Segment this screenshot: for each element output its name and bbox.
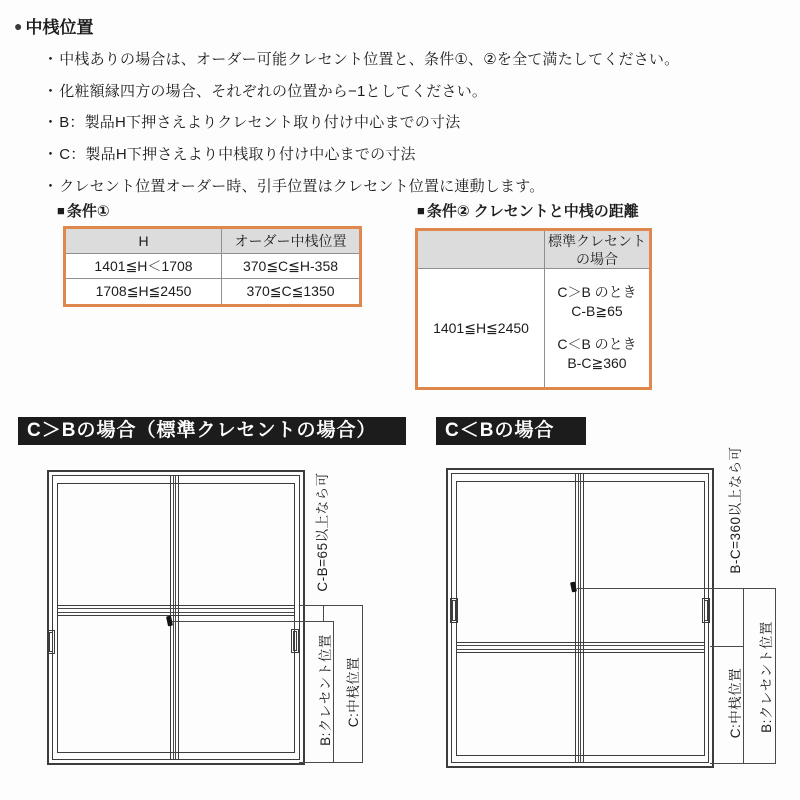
stile-line bbox=[173, 476, 174, 759]
dim-label-b-position: B:クレセント位置 bbox=[318, 634, 333, 746]
condition2-title bbox=[417, 200, 639, 221]
dim-line-b bbox=[775, 588, 776, 764]
condition2-header-blank bbox=[418, 231, 545, 269]
case2-when: C＜B のとき bbox=[557, 336, 637, 352]
dim-label-cb-condition: C-B=65以上なら可 bbox=[315, 472, 330, 592]
dim-line-c bbox=[362, 605, 363, 763]
case1-when: C＞B のとき bbox=[557, 284, 637, 300]
condition2-header-line1: 標準クレセント bbox=[548, 232, 646, 249]
pull-handle-inner bbox=[293, 631, 297, 651]
note-text: 中桟ありの場合は、オーダー可能クレセント位置と、条件①、②を全て満たしてください。 bbox=[59, 51, 680, 68]
rail-line bbox=[456, 645, 705, 646]
condition1-row1-order: 370≦C≦H-358 bbox=[222, 254, 359, 279]
stile-line bbox=[578, 474, 579, 762]
dim-label-c-position: C:中桟位置 bbox=[346, 656, 361, 728]
condition1-row2-h: 1708≦H≦2450 bbox=[66, 279, 222, 304]
diagram-right-title-bar: C＜Bの場合 bbox=[436, 417, 586, 445]
rail-line bbox=[57, 612, 295, 613]
dim-label-c-position: C:中桟位置 bbox=[728, 667, 743, 739]
pull-handle-inner bbox=[452, 600, 456, 621]
middle-rail-right bbox=[456, 642, 705, 653]
page-title bbox=[14, 13, 93, 38]
note-text: C：製品H下押さえより中桟取り付け中心までの寸法 bbox=[59, 146, 416, 163]
bullet-dot-icon: ・ bbox=[43, 51, 59, 68]
note-text: クレセント位置オーダー時、引手位置はクレセント位置に連動します。 bbox=[59, 178, 545, 195]
pull-handle-right bbox=[291, 629, 299, 653]
bullet-dot-icon: ・ bbox=[43, 83, 59, 100]
square-bullet-icon: ■ bbox=[57, 203, 65, 218]
stile-line bbox=[175, 476, 176, 759]
pull-handle-inner bbox=[704, 600, 708, 621]
dim-ext-bottom bbox=[299, 762, 363, 763]
dim-ext-crescent-level bbox=[577, 588, 775, 589]
condition1-table bbox=[63, 226, 362, 307]
rail-line bbox=[456, 649, 705, 650]
condition1-col2-header: オーダー中桟位置 bbox=[222, 229, 359, 254]
bullet-dot-icon: ・ bbox=[43, 146, 59, 163]
condition2-title-text: 条件② クレセントと中桟の距離 bbox=[426, 203, 639, 220]
pull-handle-right bbox=[702, 598, 710, 623]
condition2-cases bbox=[545, 269, 649, 387]
condition1-title-text: 条件① bbox=[66, 203, 110, 220]
dim-ext-rail-level bbox=[300, 605, 363, 606]
condition2-row-header: 1401≦H≦2450 bbox=[418, 269, 545, 387]
meeting-stile-right bbox=[575, 474, 584, 762]
note-line bbox=[43, 175, 544, 196]
dim-label-bc-condition: B-C=360以上なら可 bbox=[728, 446, 743, 574]
note-text: 化粧額縁四方の場合、それぞれの位置から−1としてください。 bbox=[59, 83, 488, 100]
bullet-circle-icon: ● bbox=[14, 17, 23, 34]
pull-handle-left bbox=[450, 598, 458, 623]
note-line bbox=[43, 48, 679, 69]
note-text: B：製品H下押さえよりクレセント取り付け中心までの寸法 bbox=[59, 114, 461, 131]
page-title-text: 中桟位置 bbox=[25, 18, 94, 37]
stile-line bbox=[580, 474, 581, 762]
condition2-header-line2: の場合 bbox=[576, 250, 618, 267]
note-line bbox=[43, 111, 460, 132]
dim-ext-crescent-level bbox=[172, 621, 333, 622]
condition2-table bbox=[415, 228, 652, 390]
rail-line bbox=[57, 608, 295, 609]
condition2-col2-header bbox=[545, 231, 649, 269]
square-bullet-icon: ■ bbox=[417, 203, 425, 218]
pull-handle-inner bbox=[49, 632, 53, 652]
note-line bbox=[43, 80, 487, 101]
case1-rule: C-B≧65 bbox=[571, 303, 623, 319]
middle-rail-left bbox=[57, 605, 295, 616]
condition1-title bbox=[57, 200, 110, 221]
pull-handle-left bbox=[47, 630, 55, 654]
dim-line-cb-gap bbox=[323, 605, 324, 622]
bullet-dot-icon: ・ bbox=[43, 178, 59, 195]
diagram-left-title-bar: C＞Bの場合（標準クレセントの場合） bbox=[18, 417, 406, 445]
bullet-dot-icon: ・ bbox=[43, 114, 59, 131]
note-line bbox=[43, 143, 416, 164]
dim-label-b-position: B:クレセント位置 bbox=[759, 621, 774, 733]
condition1-row2-order: 370≦C≦1350 bbox=[246, 283, 335, 299]
condition1-col1-header: H bbox=[66, 229, 222, 254]
case2-rule: B-C≧360 bbox=[567, 355, 627, 371]
condition1-row1-h: 1401≦H＜1708 bbox=[66, 254, 222, 279]
